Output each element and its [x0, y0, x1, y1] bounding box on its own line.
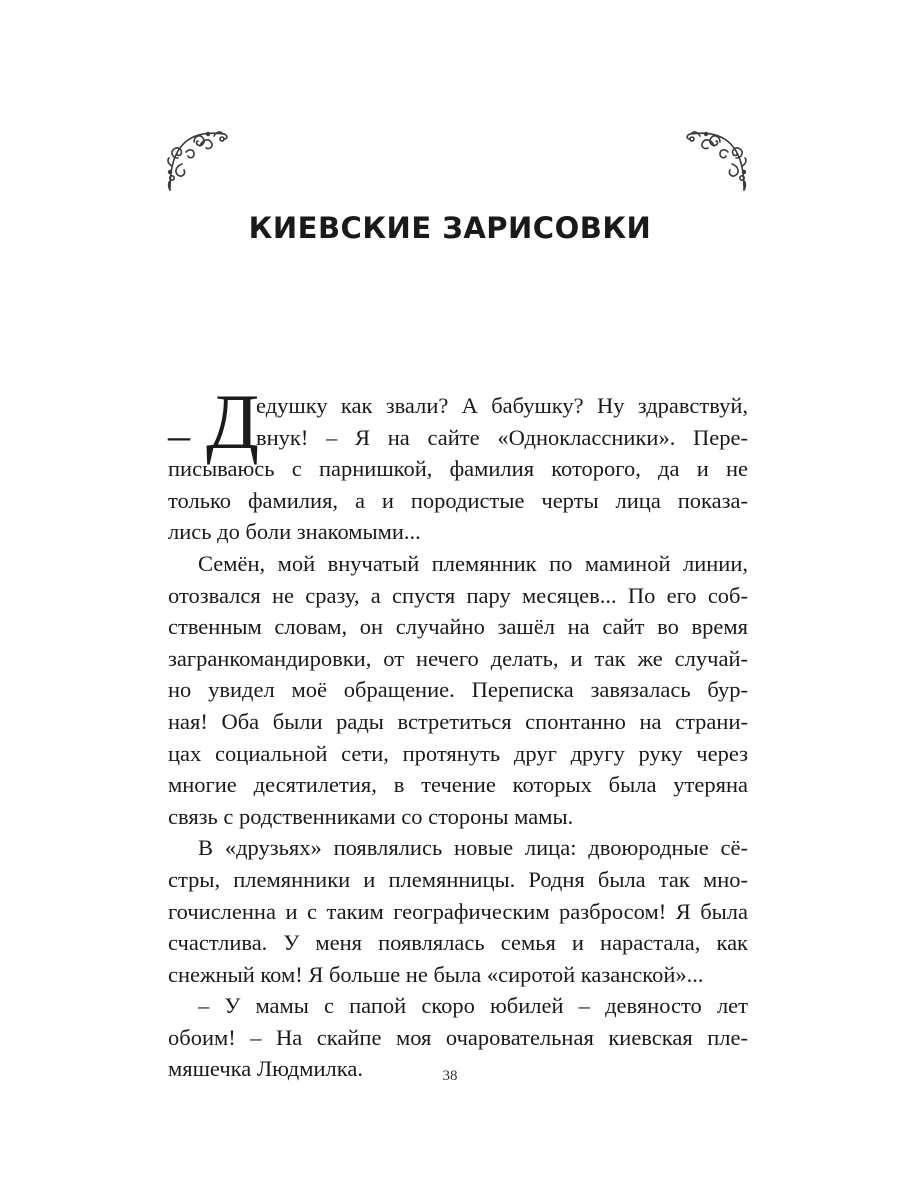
- text-line: мяшечка Людмилка.: [168, 1056, 363, 1082]
- chapter-title: КИЕВСКИЕ ЗАРИСОВКИ: [248, 211, 652, 245]
- text-line: писываюсь с парнишкой, фамилия которого, да и не: [168, 456, 748, 482]
- text-line: ственным словам, он случайно зашёл на сайт во время: [168, 614, 748, 640]
- text-line: ная! Оба были рады встретиться спонтанно на страни-: [168, 708, 748, 734]
- page-number: 38: [442, 1068, 458, 1084]
- text-line: счастлива. У меня появлялась семья и нарастала, как: [168, 930, 748, 956]
- text-line: только фамилия, а и породистые черты лица показа-: [168, 487, 748, 513]
- paragraph-3: [168, 832, 748, 990]
- drop-cap-dash: –: [168, 411, 190, 460]
- text-line: но увидел моё обращение. Переписка завязалась бур-: [168, 677, 748, 703]
- text-line: обоим! – На скайпе моя очаровательная киевская пле-: [168, 1024, 748, 1050]
- text-line: гочисленна и с таким географическим разбросом! Я была: [168, 898, 748, 924]
- text-line: лись до боли знакомыми...: [168, 519, 421, 545]
- text-line: – У мамы с папой скоро юбилей – девяносто лет: [198, 993, 748, 1019]
- text-line: снежный ком! Я больше не была «сиротой казанской»...: [168, 961, 704, 987]
- flourish-corner-icon: [164, 128, 230, 194]
- text-line: связь с родственниками со стороны мамы.: [168, 803, 574, 829]
- text-line: едушку как звали? А бабушку? Ну здравствуй,: [256, 393, 748, 418]
- drop-cap: [168, 378, 260, 465]
- paragraph-2: [168, 548, 748, 832]
- text-line: отозвался не сразу, а спустя пару месяцев... По его соб-: [168, 582, 748, 608]
- body-text: [168, 378, 748, 1085]
- text-line: многие десятилетия, в течение которых была утеряна: [168, 772, 748, 798]
- text-line: цах социальной сети, протянуть друг другу руку через: [168, 740, 748, 766]
- flourish-corner-icon: [684, 128, 750, 194]
- drop-cap-letter: Д: [206, 378, 260, 465]
- text-line: В «друзьях» появлялись новые лица: двоюродные сё-: [198, 835, 748, 861]
- text-line: Семён, мой внучатый племянник по маминой линии,: [198, 550, 748, 576]
- text-line: стры, племянники и племянницы. Родня была так мно-: [168, 866, 748, 892]
- paragraph-1: [168, 378, 748, 548]
- text-line: внук! – Я на сайте «Одноклассники». Пере-: [256, 424, 748, 450]
- text-line: загранкомандировки, от нечего делать, и так же случай-: [168, 645, 748, 671]
